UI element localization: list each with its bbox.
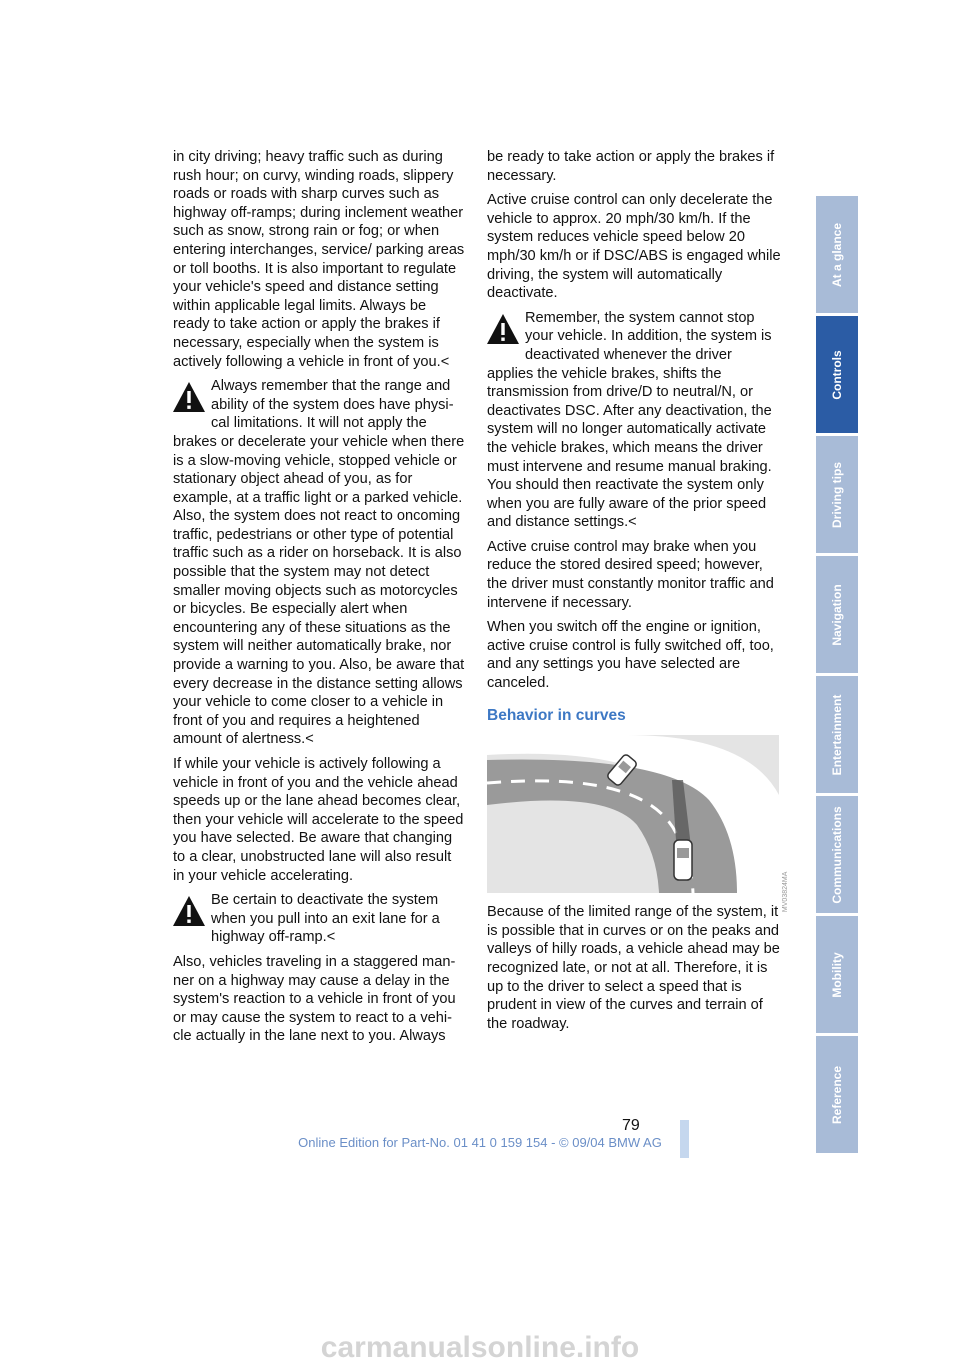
- tab-at-a-glance[interactable]: At a glance: [816, 196, 858, 313]
- warning-block: [173, 891, 465, 947]
- paragraph: Active cruise control can only decelerate the vehicle to approx. 20 mph/30 km/h. If the system reduces vehicle speed below 20 mph/30 km/h or if DSC/ABS is engaged while driving, the system will automatically deactivate.: [487, 192, 781, 302]
- warning-block: [487, 309, 781, 532]
- warning-triangle-icon: [171, 893, 207, 929]
- right-column: [487, 148, 789, 1039]
- curve-diagram: [487, 735, 779, 893]
- paragraph: Active cruise control may brake when you reduce the stored desired speed; however, the driver must constantly monitor traffic and intervene if necessary.: [487, 538, 774, 611]
- warning-triangle-icon: [485, 311, 521, 347]
- warning-text: Remember, the system cannot stop your vehicle. In addition, the system is deactivated whenever the driver applies the vehicle brakes, shifts the transmission from drive/D to neutral/N, or deactivates DSC. After any deactivation, the system will no longer automatically activate the vehicle brakes, which means the driver must intervene and resume manual braking. You should then reactivate the system only when you are fully aware of the prior speed and distance settings.<: [487, 309, 772, 531]
- page-number: 79: [622, 1117, 640, 1134]
- tab-communications[interactable]: Communications: [816, 796, 858, 913]
- paragraph: Because of the limited range of the system, it is possible that in curves or on the peaks and valleys of hilly roads, a vehicle ahead may be recognized late, or not at all. Therefore, it is up to the driver to select a speed that is prudent in view of the curves and terrain of the roadway.: [487, 904, 780, 1032]
- warning-block: [173, 377, 465, 749]
- tab-navigation[interactable]: Navigation: [816, 556, 858, 673]
- curve-illustration: [487, 735, 789, 912]
- figure-code: MV03824MA: [781, 871, 789, 912]
- footer: Online Edition for Part-No. 01 41 0 159 154 - © 09/04 BMW AG: [298, 1135, 662, 1150]
- warning-text: Always remember that the range and ability of the system does have physical limitations. It will not apply the brakes or decelerate your vehicle when there is a slow-moving vehicle, stopped vehicle or stationary object ahead of you, as for example, at a traffic light or a parked vehicle. Also, the system does not react to oncoming traffic, pedestrians or other type of potential traffic such as a rider on horseback. It is also possible that the system may not detect smaller moving objects such as motorcycles or bicycles. Be especially alert when encountering any of these situations as the system will neither automatically brake, nor provide a warning to you. Also, be aware that every decrease in the distance setting allows your vehicle to come closer to a vehicle in front of you and requires a heightened amount of alertness.<: [173, 378, 465, 748]
- warning-text: Be certain to deactivate the system when you pull into an exit lane for a highway off-ramp.<: [211, 892, 440, 946]
- paragraph: in city driving; heavy traffic such as during rush hour; on curvy, winding roads, slippery roads or roads with sharp curves such as highway off-ramps; during inclement weather such as snow, strong rain or fog; or when entering interchanges, service/ parking areas or toll booths. It is also important to regulate your vehicle's speed and distance setting within applicable legal limits. Always be ready to take action or apply the brakes if necessary, especially when the system is actively following a vehicle in front of you.<: [173, 149, 465, 370]
- paragraph: If while your vehicle is actively following a vehicle in front of you and the vehicle ahead speeds up or the lane ahead becomes clear, then your vehicle will accelerate to the speed you have selected. Be aware that changing to a clear, unobstructed lane will also result in your vehicle accelerating.: [173, 756, 464, 884]
- paragraph: Also, vehicles traveling in a staggered manner on a highway may cause a delay in the system's reaction to a vehicle in front of you or may cause the system to react to a vehicle actually in the lane next to you. Always: [173, 953, 456, 1045]
- section-heading: Behavior in curves: [487, 706, 626, 724]
- warning-triangle-icon: [171, 379, 207, 415]
- paragraph: be ready to take action or apply the brakes if necessary.: [487, 149, 775, 184]
- tab-entertainment[interactable]: Entertainment: [816, 676, 858, 793]
- left-column: [173, 148, 465, 1052]
- chapter-tabs: [816, 196, 858, 1156]
- paragraph: When you switch off the engine or ignition, active cruise control is fully switched off, too, and any settings you have selected are canceled.: [487, 619, 774, 692]
- tab-reference[interactable]: Reference: [816, 1036, 858, 1153]
- tab-controls[interactable]: Controls: [816, 316, 858, 433]
- tab-mobility[interactable]: Mobility: [816, 916, 858, 1033]
- watermark: carmanualsonline.info: [320, 1331, 640, 1364]
- tab-driving-tips[interactable]: Driving tips: [816, 436, 858, 553]
